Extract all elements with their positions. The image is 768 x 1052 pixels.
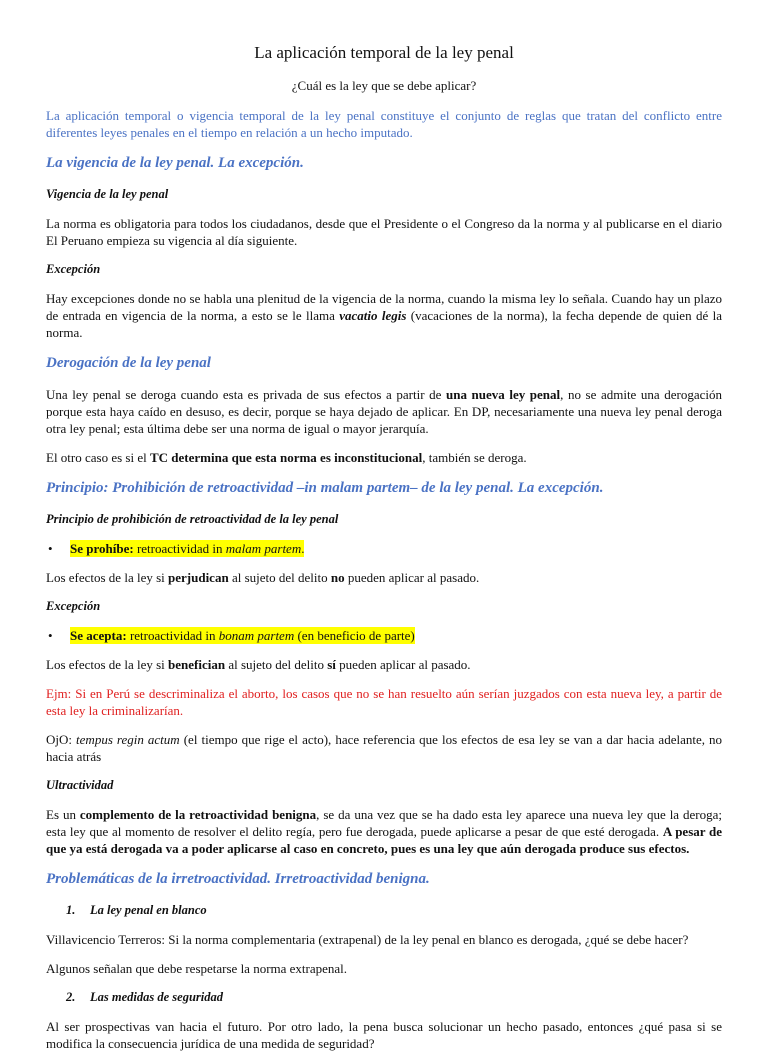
text-run: (en beneficio de parte) [294,628,415,643]
bullet-label: Se prohíbe: [70,541,134,556]
text-run: pueden aplicar al pasado. [335,657,471,672]
text-run: Es un [46,807,80,822]
emphasis: benefician [168,657,226,672]
emphasis: A pesar de que ya está derogada va a poder aplicarse al caso en concreto, pues es una ley que aún derogada produce sus efectos. [46,824,723,856]
paragraph-algunos: Algunos señalan que debe respetarse la norma extrapenal. [46,961,348,976]
subheading-vigencia: Vigencia de la ley penal [46,187,169,201]
text-run: OjO: [46,732,77,747]
text-run: (el tiempo que rige el acto), hace referencia que los efectos de esa ley se van a dar hacia adelante, no hacia atrás [46,732,723,764]
text-run: , también se deroga. [422,450,527,465]
bullet-label: Se acepta: [70,628,127,643]
emphasis: complemento de la retroactividad benigna [79,807,317,822]
paragraph-perjudican [46,569,722,586]
subheading-excepcion-2: Excepción [46,599,101,613]
text-run: El otro caso es si el [46,450,150,465]
term-tempus-regin-actum: tempus regin actum [76,732,180,747]
intro-paragraph: La aplicación temporal o vigencia temporal de la ley penal constituye el conjunto de reglas que tratan del conflicto entre diferentes leyes penales en el tiempo en relación a un hecho imputado. [46,108,722,140]
subheading-excepcion-1: Excepción [46,262,101,276]
highlighted-text [70,540,304,557]
paragraph-ultractividad [46,806,722,857]
text-run: , no se admite una derogación porque esta haya caído en desuso, es decir, porque se haya dejado de aplicar. En DP, necesariamente una nueva ley penal deroga otra ley penal; esta última debe ser una norma de igual o mayor jerarquía. [46,387,722,436]
subheading-principio: Principio de prohibición de retroactividad de la ley penal [46,512,339,526]
text-run: retroactividad in [126,628,219,643]
text-run: . [301,541,305,556]
numbered-item-2 [66,989,722,1005]
example-paragraph: Ejm: Si en Perú se descriminaliza el aborto, los casos que no se han resuelto aún serían juzgados con esta nueva ley, a partir de esta ley la criminalizarían. [46,686,722,718]
text-run: Los efectos de la ley si [46,570,169,585]
emphasis: perjudican [168,570,229,585]
text-run: retroactividad in [133,541,226,556]
bullet-se-acepta [46,627,722,644]
subheading-ultractividad: Ultractividad [46,778,114,792]
document-subtitle: ¿Cuál es la ley que se debe aplicar? [291,78,477,93]
emphasis: TC determina que esta norma es inconstitucional [149,450,423,465]
term-bonam-partem: bonam partem [218,628,295,643]
paragraph-benefician [46,656,722,673]
text-run: , se da una vez que se ha dado esta ley aparece una nueva ley que la deroga; esta ley que al momento de resolver el delito regía, pero fue derogada, puede aplicarse a pesar de que esté derogada. [46,807,723,839]
text-run: Hay excepciones donde no se habla una plenitud de la vigencia de la norma, cuando la misma ley lo señala. Cuando hay un plazo de entrada en vigencia de la norma, a esto se le llama [46,291,722,323]
text-run: al sujeto del delito [228,570,331,585]
heading-principio: Principio: Prohibición de retroactividad –in malam partem– de la ley penal. La excepción. [46,480,604,496]
ojo-paragraph [46,731,722,765]
highlighted-text [70,627,415,644]
emphasis: no [330,570,345,585]
paragraph-vigencia: La norma es obligatoria para todos los ciudadanos, desde que el Presidente o el Congreso da la norma y al publicarse en el diario El Peruano empieza su vigencia al día siguiente. [46,216,722,248]
term-malam-partem: malam partem [225,541,302,556]
heading-problematicas: Problemáticas de la irretroactividad. Irretroactividad benigna. [46,871,430,887]
item-number: 1. [66,903,76,917]
item-label: Las medidas de seguridad [90,990,223,1004]
text-run: al sujeto del delito [225,657,328,672]
bullet-icon: • [48,541,53,556]
bullet-icon: • [48,628,53,643]
text-run: (vacaciones de la norma), la fecha depende de quien dé la norma. [46,308,722,340]
paragraph-excepcion-1 [46,290,722,341]
paragraph-villavicencio: Villavicencio Terreros: Si la norma complementaria (extrapenal) de la ley penal en blanco es derogada, ¿qué se debe hacer? [46,932,689,947]
document-title: La aplicación temporal de la ley penal [254,43,514,62]
paragraph-medidas: Al ser prospectivas van hacia el futuro. Por otro lado, la pena busca solucionar un hecho pasado, entonces ¿qué pasa si se modifica la consecuencia jurídica de una medida de seguridad? [46,1019,722,1051]
heading-derogacion: Derogación de la ley penal [46,355,211,371]
emphasis: una nueva ley penal [445,387,561,402]
text-run: pueden aplicar al pasado. [344,570,480,585]
item-number: 2. [66,990,76,1004]
numbered-item-1 [66,902,722,918]
emphasis: sí [327,657,336,672]
paragraph-derogacion-2 [46,449,722,466]
term-vacatio-legis: vacatio legis [339,308,407,323]
text-run: Los efectos de la ley si [46,657,169,672]
bullet-se-prohibe [46,540,722,557]
paragraph-derogacion-1 [46,386,722,437]
item-label: La ley penal en blanco [90,903,207,917]
text-run: Una ley penal se deroga cuando esta es privada de sus efectos a partir de [46,387,446,402]
heading-vigencia: La vigencia de la ley penal. La excepción. [46,155,304,171]
